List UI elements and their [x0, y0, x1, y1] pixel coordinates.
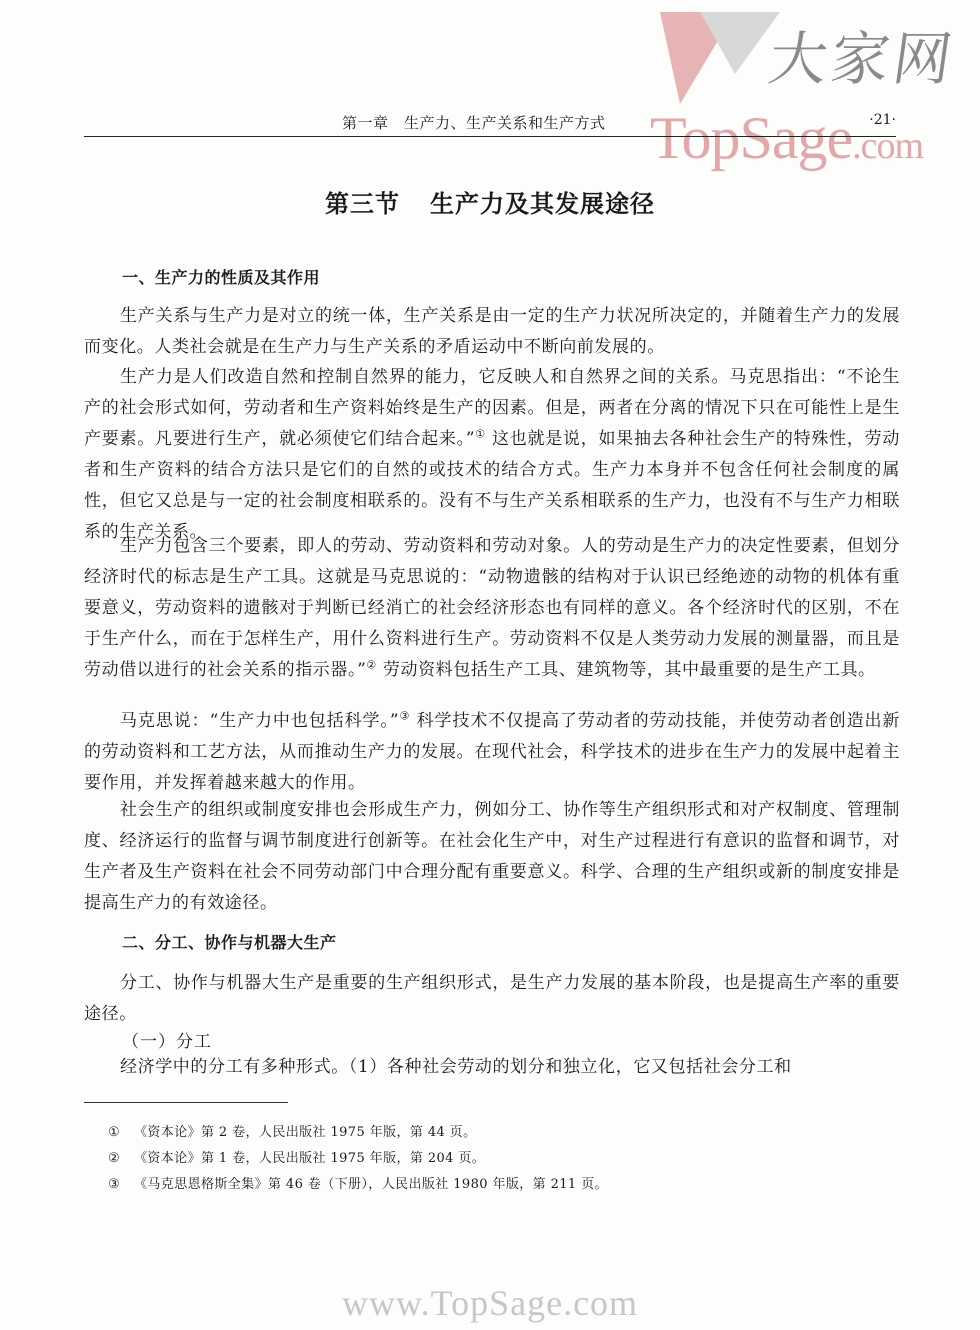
watermark-logo-en-main: TopSage	[650, 105, 853, 171]
watermark-logo-cn: 大家网	[764, 25, 961, 93]
paragraph-2	[84, 362, 900, 548]
footnote-item	[108, 1172, 888, 1198]
footnote-list	[108, 1120, 888, 1198]
paragraph-2-text-a: 生产力是人们改造自然和控制自然界的能力，它反映人和自然界之间的关系。马克思指出：“不论生产的社会形式如何，劳动者和生产资料始终是生产的因素。但是，两者在分离的情况下只在可能性上是生产要素。凡要进行生产，就必须使它们结合起来。”	[84, 367, 900, 449]
paragraph-6: 分工、协作与机器大生产是重要的生产组织形式，是生产力发展的基本阶段，也是提高生产率的重要途径。	[84, 973, 900, 1024]
footnote-mark: ③	[108, 1177, 121, 1192]
paragraph-7: 经济学中的分工有多种形式。（1）各种社会劳动的划分和独立化，它又包括社会分工和	[120, 1057, 792, 1077]
footnote-mark: ②	[108, 1151, 121, 1166]
heading-productivity-nature: 一、生产力的性质及其作用	[122, 268, 321, 287]
footnote-item	[108, 1146, 888, 1172]
paragraph-3	[84, 531, 900, 686]
paragraph-4-text-a: 马克思说：“生产力中也包括科学。”	[120, 711, 400, 731]
footnote-item	[108, 1120, 888, 1146]
watermark-mark-icon	[640, 4, 790, 114]
chapter-title: 第一章 生产力、生产关系和生产方式	[342, 114, 606, 132]
footnote-text: 《资本论》第 2 卷，人民出版社 1975 年版，第 44 页。	[134, 1125, 477, 1140]
footnote-mark: ①	[108, 1125, 121, 1140]
footnote-text: 《马克思恩格斯全集》第 46 卷（下册），人民出版社 1980 年版，第 211 页。	[134, 1177, 608, 1192]
footnote-ref-3: ③	[399, 709, 411, 723]
subheading-division: （一）分工	[122, 1032, 212, 1052]
watermark-logo	[640, 4, 976, 199]
footnote-text: 《资本论》第 1 卷，人民出版社 1975 年版，第 204 页。	[134, 1151, 486, 1166]
paragraph-4-text-b: 科学技术不仅提高了劳动者的劳动技能，并使劳动者创造出新的劳动资料和工艺方法，从而推动生产力的发展。在现代社会，科学技术的进步在生产力的发展中起着主要作用，并发挥着越来越大的作用。	[84, 711, 901, 793]
section-title	[0, 184, 980, 219]
running-header	[84, 108, 896, 137]
section-number: 第三节	[325, 190, 400, 218]
page-number: ·21·	[869, 112, 896, 128]
paragraph-4	[84, 706, 900, 799]
paragraph-5: 社会生产的组织或制度安排也会形成生产力，例如分工、协作等生产组织形式和对产权制度、管理制度、经济运行的监督与调节制度进行创新等。在社会化生产中，对生产过程进行有意识的监督和调节，对生产者及生产资料在社会不同劳动部门中合理分配有重要意义。科学、合理的生产组织或新的制度安排是提高生产力的有效途径。	[84, 800, 900, 913]
section-title-text: 生产力及其发展途径	[430, 190, 655, 218]
footnote-ref-1: ①	[475, 427, 486, 441]
footnote-rule	[84, 1102, 288, 1103]
heading-division-of-labor: 二、分工、协作与机器大生产	[122, 933, 337, 952]
paragraph-1: 生产关系与生产力是对立的统一体，生产关系是由一定的生产力状况所决定的，并随着生产力的发展而变化。人类社会就是在生产力与生产关系的矛盾运动中不断向前发展的。	[84, 306, 900, 357]
paragraph-3-text-b: 劳动资料包括生产工具、建筑物等，其中最重要的是生产工具。	[376, 660, 876, 680]
watermark-logo-en-suffix: .com	[852, 125, 924, 167]
watermark-url: www.TopSage.com	[341, 1283, 639, 1323]
footnote-ref-2: ②	[366, 658, 377, 672]
paragraph-2-text-b: 这也就是说，如果抽去各种社会生产的特殊性，劳动者和生产资料的结合方法只是它们的自然的或技术的结合方式。生产力本身并不包含任何社会制度的属性，但它又总是与一定的社会制度相联系的。没有不与生产关系相联系的生产力，也没有不与生产力相联系的生产关系。	[84, 429, 900, 542]
paragraph-3-text-a: 生产力包含三个要素，即人的劳动、劳动资料和劳动对象。人的劳动是生产力的决定性要素，但划分经济时代的标志是生产工具。这就是马克思说的：“动物遗骸的结构对于认识已经绝迹的动物的机体有重要意义，劳动资料的遗骸对于判断已经消亡的社会经济形态也有同样的意义。各个经济时代的区别，不在于生产什么，而在于怎样生产，用什么资料进行生产。劳动资料不仅是人类劳动力发展的测量器，而且是劳动借以进行的社会关系的指示器。”	[84, 536, 900, 680]
